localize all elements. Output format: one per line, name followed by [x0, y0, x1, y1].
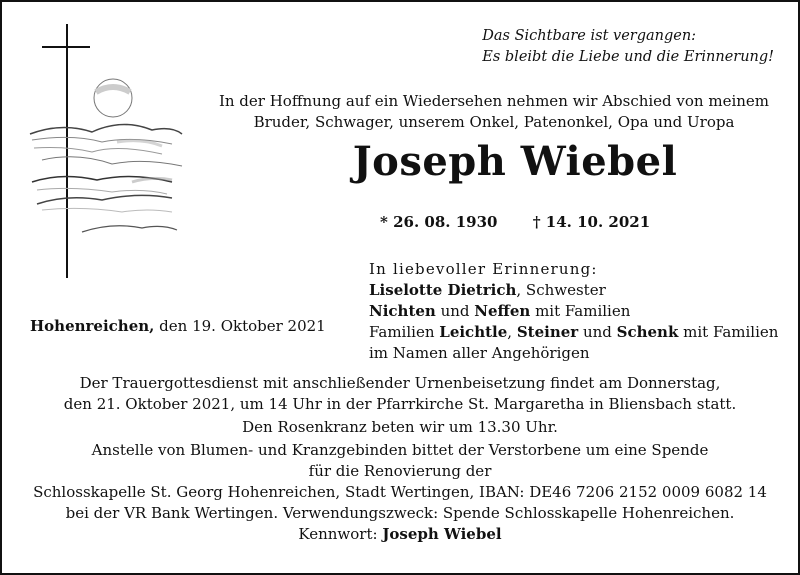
mourners-lead: In liebevoller Erinnerung:: [369, 260, 598, 278]
mourners-line: [369, 280, 778, 301]
mourner-text: und: [435, 302, 475, 320]
life-dates: [380, 213, 680, 231]
mourner-text: ,: [507, 323, 517, 341]
mourner-name: Leichtle: [439, 323, 508, 341]
place-name: Hohenreichen,: [30, 317, 155, 335]
mourner-text: Familien: [369, 323, 440, 341]
notice-line: Schlosskapelle St. Georg Hohenreichen, Stadt Wertingen, IBAN: DE46 7206 2152 0009 6082 14: [33, 483, 767, 501]
death-date: † 14. 10. 2021: [532, 213, 651, 231]
intro-line: In der Hoffnung auf ein Wiedersehen nehmen wir Abschied von meinem: [218, 92, 770, 110]
mourners-line: [369, 322, 778, 343]
cross-landscape-icon: [22, 22, 192, 282]
mourner-name: Neffen: [474, 302, 531, 320]
mourner-text: mit Familien: [530, 302, 631, 320]
mourner-name: Schenk: [616, 323, 679, 341]
mourners-line: im Namen aller Angehörigen: [369, 344, 590, 362]
mourners-block: [369, 259, 778, 364]
birth-date: * 26. 08. 1930: [380, 213, 498, 231]
mourner-name: Liselotte Dietrich: [369, 281, 517, 299]
notice-line: Den Rosenkranz beten wir um 13.30 Uhr.: [242, 418, 558, 436]
keyword-line: [0, 524, 800, 545]
quote-block: [482, 26, 774, 68]
keyword-value: Joseph Wiebel: [382, 525, 502, 543]
notice-line: Anstelle von Blumen- und Kranzgebinden bittet der Verstorbene um eine Spende: [91, 441, 709, 459]
notice-line: den 21. Oktober 2021, um 14 Uhr in der Pfarrkirche St. Margaretha in Bliensbach statt.: [63, 395, 737, 413]
notice-line: für die Renovierung der: [308, 462, 492, 480]
mourner-name: Nichten: [369, 302, 436, 320]
mourner-text: und: [578, 323, 617, 341]
mourner-name: Steiner: [516, 323, 579, 341]
intro-line: Bruder, Schwager, unserem Onkel, Patenonkel, Opa und Uropa: [253, 113, 735, 131]
place-date: [30, 317, 326, 335]
service-notice: [0, 373, 800, 545]
mourner-text: mit Familien: [678, 323, 779, 341]
deceased-name: Joseph Wiebel: [352, 138, 678, 185]
quote-line: Es bleibt die Liebe und die Erinnerung!: [482, 49, 774, 65]
keyword-label: Kennwort:: [298, 525, 383, 543]
notice-line: bei der VR Bank Wertingen. Verwendungszweck: Spende Schlosskapelle Hohenreichen.: [65, 504, 735, 522]
intro-text: [214, 91, 774, 133]
date-text: den 19. Oktober 2021: [154, 317, 326, 335]
mourners-line: [369, 301, 778, 322]
mourner-text: , Schwester: [516, 281, 606, 299]
quote-line: Das Sichtbare ist vergangen:: [482, 28, 697, 44]
notice-line: Der Trauergottesdienst mit anschließender Urnenbeisetzung findet am Donnerstag,: [79, 374, 721, 392]
